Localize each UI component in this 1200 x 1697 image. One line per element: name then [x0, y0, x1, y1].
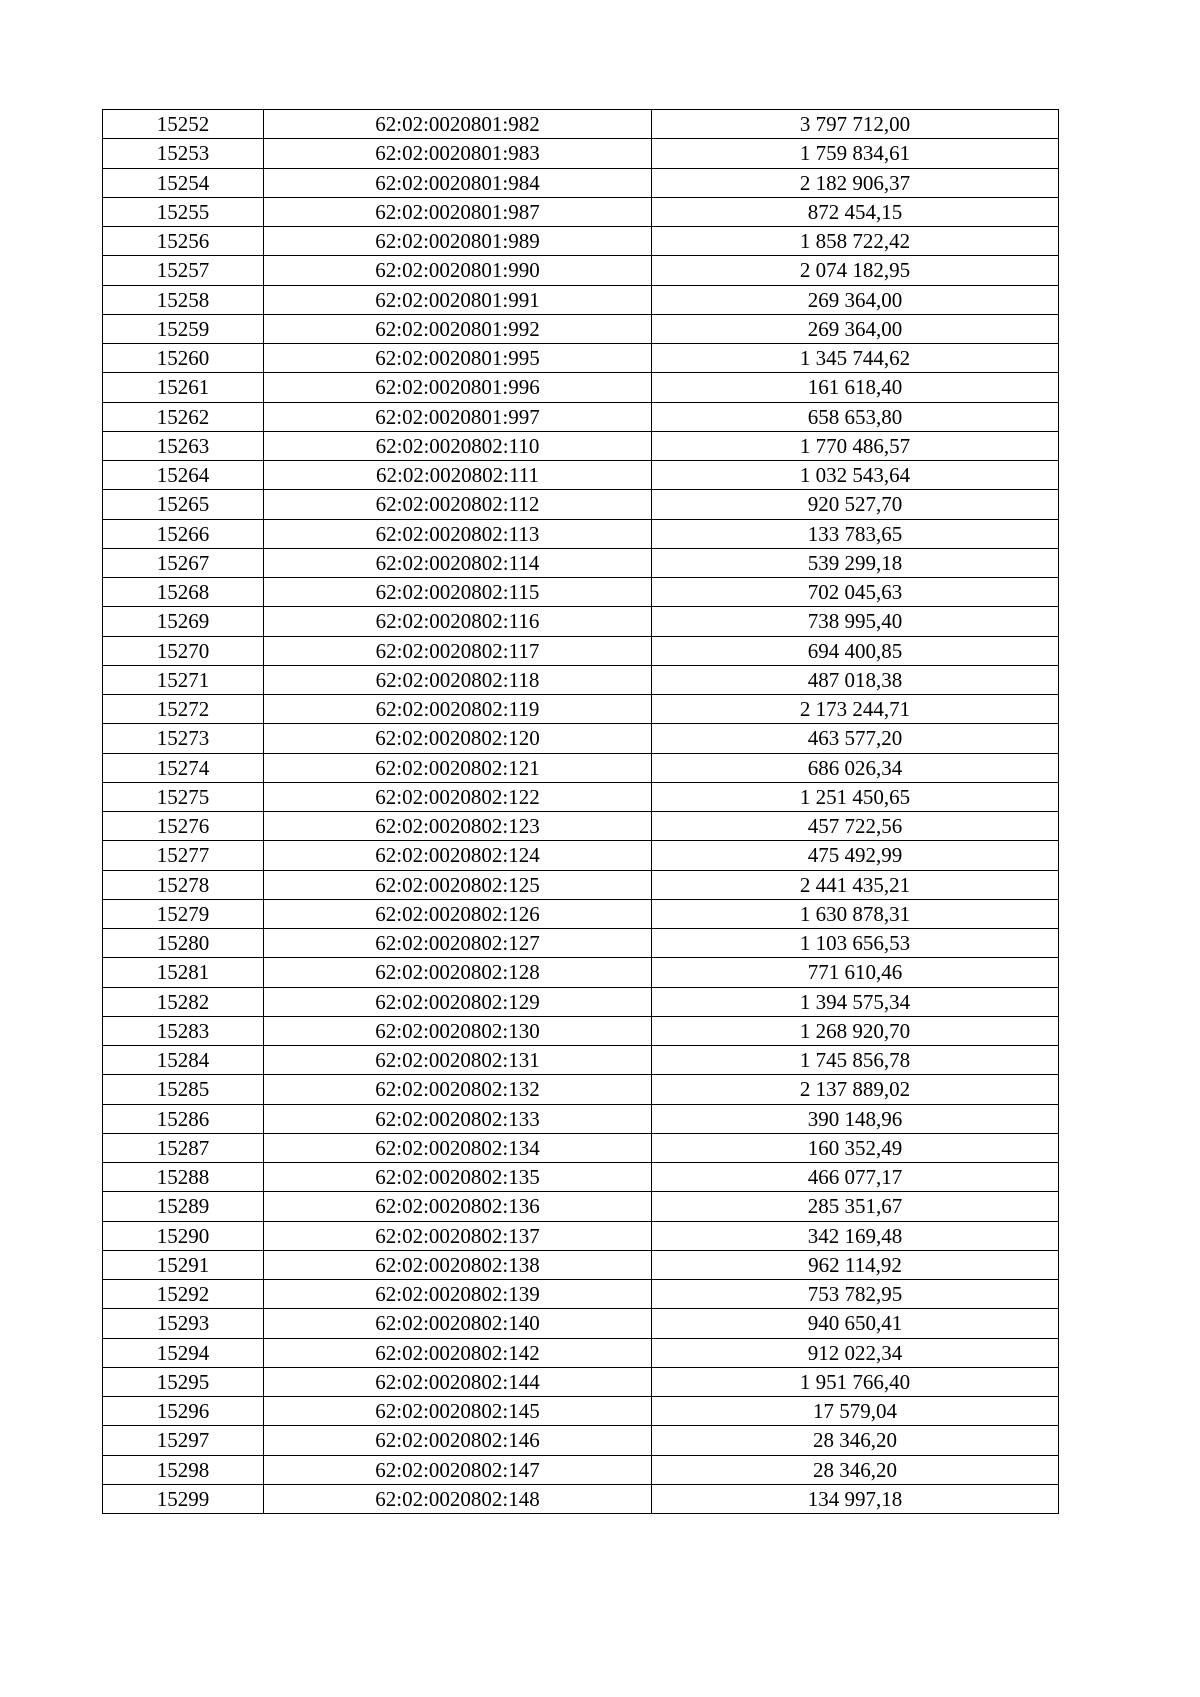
cadastral-number-cell: 62:02:0020802:118: [264, 665, 652, 694]
cadastral-value-cell: 872 454,15: [652, 197, 1059, 226]
table-row: [103, 724, 1059, 753]
cadastral-number-cell: 62:02:0020801:992: [264, 314, 652, 343]
cadastral-number-cell: 62:02:0020802:145: [264, 1397, 652, 1426]
cadastral-value-table: [102, 109, 1059, 1514]
cadastral-number-cell: 62:02:0020802:134: [264, 1133, 652, 1162]
row-number-cell: 15252: [103, 110, 264, 139]
cadastral-number-cell: 62:02:0020802:110: [264, 431, 652, 460]
table-row: [103, 197, 1059, 226]
cadastral-number-cell: 62:02:0020802:148: [264, 1484, 652, 1513]
cadastral-number-cell: 62:02:0020801:990: [264, 256, 652, 285]
table-row: [103, 1250, 1059, 1279]
table-row: [103, 1397, 1059, 1426]
cadastral-number-cell: 62:02:0020802:125: [264, 870, 652, 899]
row-number-cell: 15285: [103, 1075, 264, 1104]
row-number-cell: 15292: [103, 1280, 264, 1309]
cadastral-number-cell: 62:02:0020801:984: [264, 168, 652, 197]
cadastral-number-cell: 62:02:0020802:144: [264, 1367, 652, 1396]
cadastral-number-cell: 62:02:0020802:117: [264, 636, 652, 665]
table-row: [103, 987, 1059, 1016]
row-number-cell: 15272: [103, 695, 264, 724]
cadastral-value-cell: 962 114,92: [652, 1250, 1059, 1279]
cadastral-number-cell: 62:02:0020801:982: [264, 110, 652, 139]
table-row: [103, 227, 1059, 256]
table-row: [103, 1309, 1059, 1338]
cadastral-number-cell: 62:02:0020802:112: [264, 490, 652, 519]
cadastral-value-cell: 17 579,04: [652, 1397, 1059, 1426]
cadastral-number-cell: 62:02:0020802:115: [264, 578, 652, 607]
row-number-cell: 15293: [103, 1309, 264, 1338]
row-number-cell: 15253: [103, 139, 264, 168]
cadastral-value-cell: 771 610,46: [652, 958, 1059, 987]
row-number-cell: 15260: [103, 344, 264, 373]
cadastral-number-cell: 62:02:0020802:116: [264, 607, 652, 636]
table-row: [103, 1455, 1059, 1484]
table-row: [103, 344, 1059, 373]
cadastral-number-cell: 62:02:0020801:987: [264, 197, 652, 226]
cadastral-value-cell: 390 148,96: [652, 1104, 1059, 1133]
row-number-cell: 15284: [103, 1046, 264, 1075]
row-number-cell: 15279: [103, 899, 264, 928]
row-number-cell: 15264: [103, 461, 264, 490]
cadastral-value-cell: 269 364,00: [652, 314, 1059, 343]
table-row: [103, 665, 1059, 694]
row-number-cell: 15277: [103, 841, 264, 870]
row-number-cell: 15261: [103, 373, 264, 402]
row-number-cell: 15296: [103, 1397, 264, 1426]
table-row: [103, 1484, 1059, 1513]
row-number-cell: 15274: [103, 753, 264, 782]
row-number-cell: 15254: [103, 168, 264, 197]
table-row: [103, 1192, 1059, 1221]
row-number-cell: 15283: [103, 1016, 264, 1045]
row-number-cell: 15287: [103, 1133, 264, 1162]
cadastral-number-cell: 62:02:0020802:140: [264, 1309, 652, 1338]
cadastral-number-cell: 62:02:0020802:127: [264, 929, 652, 958]
row-number-cell: 15282: [103, 987, 264, 1016]
table-row: [103, 1046, 1059, 1075]
table-row: [103, 1163, 1059, 1192]
cadastral-value-cell: 2 441 435,21: [652, 870, 1059, 899]
table-row: [103, 607, 1059, 636]
row-number-cell: 15278: [103, 870, 264, 899]
cadastral-number-cell: 62:02:0020802:119: [264, 695, 652, 724]
row-number-cell: 15258: [103, 285, 264, 314]
row-number-cell: 15286: [103, 1104, 264, 1133]
cadastral-value-cell: 2 182 906,37: [652, 168, 1059, 197]
row-number-cell: 15265: [103, 490, 264, 519]
table-row: [103, 1280, 1059, 1309]
cadastral-value-cell: 2 173 244,71: [652, 695, 1059, 724]
table-row: [103, 1426, 1059, 1455]
cadastral-number-cell: 62:02:0020802:126: [264, 899, 652, 928]
cadastral-value-cell: 28 346,20: [652, 1455, 1059, 1484]
cadastral-number-cell: 62:02:0020802:124: [264, 841, 652, 870]
cadastral-value-cell: 28 346,20: [652, 1426, 1059, 1455]
cadastral-number-cell: 62:02:0020802:137: [264, 1221, 652, 1250]
cadastral-value-cell: 1 745 856,78: [652, 1046, 1059, 1075]
row-number-cell: 15281: [103, 958, 264, 987]
row-number-cell: 15255: [103, 197, 264, 226]
cadastral-number-cell: 62:02:0020802:120: [264, 724, 652, 753]
cadastral-number-cell: 62:02:0020801:983: [264, 139, 652, 168]
table-row: [103, 519, 1059, 548]
table-row: [103, 139, 1059, 168]
cadastral-value-cell: 1 268 920,70: [652, 1016, 1059, 1045]
table-row: [103, 1016, 1059, 1045]
table-row: [103, 431, 1059, 460]
cadastral-value-cell: 1 394 575,34: [652, 987, 1059, 1016]
row-number-cell: 15298: [103, 1455, 264, 1484]
cadastral-number-cell: 62:02:0020802:146: [264, 1426, 652, 1455]
table-row: [103, 1367, 1059, 1396]
cadastral-value-cell: 1 103 656,53: [652, 929, 1059, 958]
cadastral-value-cell: 940 650,41: [652, 1309, 1059, 1338]
row-number-cell: 15267: [103, 548, 264, 577]
table-row: [103, 899, 1059, 928]
cadastral-number-cell: 62:02:0020802:111: [264, 461, 652, 490]
table-row: [103, 841, 1059, 870]
row-number-cell: 15291: [103, 1250, 264, 1279]
cadastral-number-cell: 62:02:0020802:132: [264, 1075, 652, 1104]
cadastral-value-cell: 3 797 712,00: [652, 110, 1059, 139]
table-row: [103, 782, 1059, 811]
row-number-cell: 15270: [103, 636, 264, 665]
cadastral-number-cell: 62:02:0020802:135: [264, 1163, 652, 1192]
cadastral-value-cell: 161 618,40: [652, 373, 1059, 402]
cadastral-value-cell: 1 251 450,65: [652, 782, 1059, 811]
table-row: [103, 461, 1059, 490]
cadastral-value-cell: 1 032 543,64: [652, 461, 1059, 490]
cadastral-value-cell: 912 022,34: [652, 1338, 1059, 1367]
cadastral-value-cell: 1 770 486,57: [652, 431, 1059, 460]
row-number-cell: 15273: [103, 724, 264, 753]
row-number-cell: 15268: [103, 578, 264, 607]
table-row: [103, 695, 1059, 724]
cadastral-value-cell: 475 492,99: [652, 841, 1059, 870]
cadastral-number-cell: 62:02:0020802:147: [264, 1455, 652, 1484]
cadastral-number-cell: 62:02:0020802:122: [264, 782, 652, 811]
cadastral-value-cell: 466 077,17: [652, 1163, 1059, 1192]
cadastral-number-cell: 62:02:0020802:128: [264, 958, 652, 987]
cadastral-number-cell: 62:02:0020801:989: [264, 227, 652, 256]
table-row: [103, 285, 1059, 314]
row-number-cell: 15294: [103, 1338, 264, 1367]
row-number-cell: 15256: [103, 227, 264, 256]
table-row: [103, 578, 1059, 607]
row-number-cell: 15263: [103, 431, 264, 460]
cadastral-number-cell: 62:02:0020802:131: [264, 1046, 652, 1075]
row-number-cell: 15269: [103, 607, 264, 636]
table-row: [103, 548, 1059, 577]
cadastral-value-cell: 1 858 722,42: [652, 227, 1059, 256]
cadastral-value-cell: 702 045,63: [652, 578, 1059, 607]
cadastral-number-cell: 62:02:0020802:129: [264, 987, 652, 1016]
row-number-cell: 15262: [103, 402, 264, 431]
cadastral-value-cell: 487 018,38: [652, 665, 1059, 694]
cadastral-number-cell: 62:02:0020801:997: [264, 402, 652, 431]
row-number-cell: 15275: [103, 782, 264, 811]
cadastral-number-cell: 62:02:0020801:996: [264, 373, 652, 402]
table-row: [103, 1104, 1059, 1133]
table-row: [103, 929, 1059, 958]
table-row: [103, 870, 1059, 899]
row-number-cell: 15266: [103, 519, 264, 548]
table-row: [103, 110, 1059, 139]
cadastral-value-cell: 694 400,85: [652, 636, 1059, 665]
cadastral-value-cell: 539 299,18: [652, 548, 1059, 577]
row-number-cell: 15297: [103, 1426, 264, 1455]
cadastral-value-cell: 160 352,49: [652, 1133, 1059, 1162]
cadastral-number-cell: 62:02:0020802:138: [264, 1250, 652, 1279]
cadastral-value-cell: 463 577,20: [652, 724, 1059, 753]
table-row: [103, 1221, 1059, 1250]
cadastral-number-cell: 62:02:0020802:130: [264, 1016, 652, 1045]
table-body: [103, 110, 1059, 1514]
table-row: [103, 812, 1059, 841]
table-row: [103, 1133, 1059, 1162]
cadastral-value-cell: 753 782,95: [652, 1280, 1059, 1309]
row-number-cell: 15280: [103, 929, 264, 958]
row-number-cell: 15257: [103, 256, 264, 285]
cadastral-value-cell: 2 074 182,95: [652, 256, 1059, 285]
cadastral-value-cell: 133 783,65: [652, 519, 1059, 548]
cadastral-value-cell: 134 997,18: [652, 1484, 1059, 1513]
cadastral-value-cell: 658 653,80: [652, 402, 1059, 431]
table-row: [103, 958, 1059, 987]
cadastral-value-cell: 920 527,70: [652, 490, 1059, 519]
row-number-cell: 15290: [103, 1221, 264, 1250]
cadastral-value-cell: 1 345 744,62: [652, 344, 1059, 373]
cadastral-number-cell: 62:02:0020802:139: [264, 1280, 652, 1309]
row-number-cell: 15295: [103, 1367, 264, 1396]
cadastral-value-cell: 1 759 834,61: [652, 139, 1059, 168]
row-number-cell: 15289: [103, 1192, 264, 1221]
cadastral-number-cell: 62:02:0020802:121: [264, 753, 652, 782]
table-row: [103, 373, 1059, 402]
row-number-cell: 15299: [103, 1484, 264, 1513]
cadastral-number-cell: 62:02:0020801:995: [264, 344, 652, 373]
cadastral-value-cell: 457 722,56: [652, 812, 1059, 841]
cadastral-value-cell: 1 951 766,40: [652, 1367, 1059, 1396]
cadastral-value-cell: 738 995,40: [652, 607, 1059, 636]
cadastral-number-cell: 62:02:0020802:113: [264, 519, 652, 548]
row-number-cell: 15288: [103, 1163, 264, 1192]
cadastral-value-cell: 2 137 889,02: [652, 1075, 1059, 1104]
cadastral-number-cell: 62:02:0020802:142: [264, 1338, 652, 1367]
table-row: [103, 1338, 1059, 1367]
cadastral-value-cell: 269 364,00: [652, 285, 1059, 314]
cadastral-number-cell: 62:02:0020801:991: [264, 285, 652, 314]
table-row: [103, 256, 1059, 285]
cadastral-number-cell: 62:02:0020802:123: [264, 812, 652, 841]
cadastral-value-cell: 686 026,34: [652, 753, 1059, 782]
cadastral-number-cell: 62:02:0020802:133: [264, 1104, 652, 1133]
cadastral-value-cell: 342 169,48: [652, 1221, 1059, 1250]
table-row: [103, 314, 1059, 343]
cadastral-number-cell: 62:02:0020802:136: [264, 1192, 652, 1221]
table-row: [103, 402, 1059, 431]
row-number-cell: 15259: [103, 314, 264, 343]
table-row: [103, 636, 1059, 665]
cadastral-value-cell: 285 351,67: [652, 1192, 1059, 1221]
table-row: [103, 168, 1059, 197]
cadastral-value-cell: 1 630 878,31: [652, 899, 1059, 928]
cadastral-number-cell: 62:02:0020802:114: [264, 548, 652, 577]
row-number-cell: 15276: [103, 812, 264, 841]
table-row: [103, 1075, 1059, 1104]
table-row: [103, 490, 1059, 519]
row-number-cell: 15271: [103, 665, 264, 694]
table-row: [103, 753, 1059, 782]
